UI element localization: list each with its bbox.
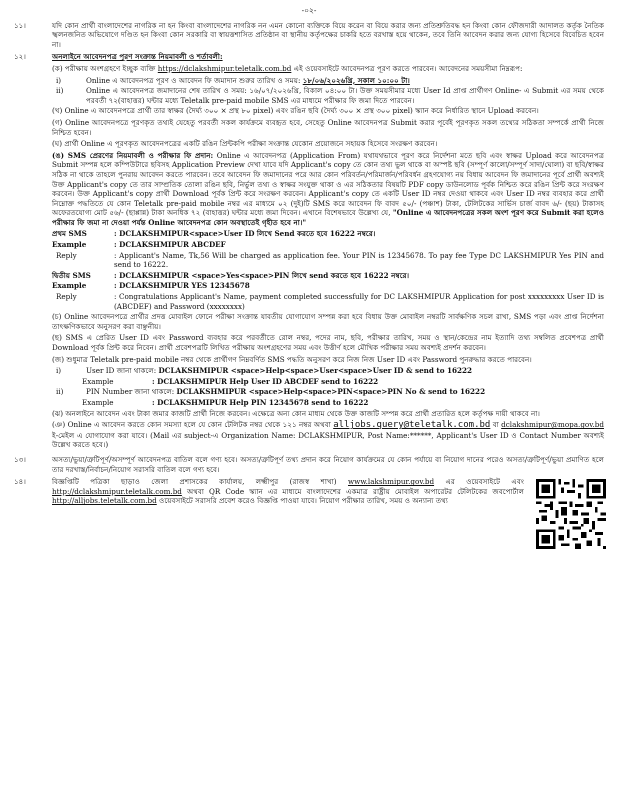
support-email-link[interactable]: alljobs.query@teletalk.com.bd	[333, 420, 491, 431]
clause-cha: (চ) Online আবেদনপত্রে প্রার্থীর প্রদত্ত মোবাইল ফোনে পরীক্ষা সংক্রান্ত যাবতীয় যোগাযোগ সম্পন্ন করা হবে বিধায় উক্ত মোবাইল নম্বরটি সার্বক্ষণিক সচল রাখা, SMS পড়া এবং প্রাপ্ত নির্দেশনা তাৎক্ষণিকভাবে অনুসরণ করা বাঞ্ছনীয়।	[52, 312, 604, 331]
section-12	[14, 52, 604, 452]
gov-website-link[interactable]: www.lakshmipur.gov.bd	[348, 477, 435, 487]
recover-pin-example: Example : DCLAKSHMIPUR Help PIN 12345678 send to 16222	[82, 397, 369, 407]
registration-link[interactable]: https://dclakshmipur.teletalk.com.bd	[157, 63, 292, 73]
clause-ja: (জ) শুধুমাত্র Teletalk pre-paid mobile নম্বর থেকে প্রার্থীগণ নিম্নবর্ণিত SMS পদ্ধতি অনুসরণ করে নিজ নিজ User ID এবং Password পুনরুদ্ধার করতে পারবেন।	[52, 354, 532, 364]
sms-example-2: Example : DCLAKSHMIPUR YES 12345678	[52, 281, 250, 291]
clause-kha: (খ) Online এ আবেদনপত্রে প্রার্থী তার স্বাক্ষর (দৈর্ঘ্য ৩০০ × প্রস্থ ৮০ pixel) এবং রঙিন ছবি (দৈর্ঘ্য ৩০০ × প্রস্থ ৩০০ pixel) স্ক্যান করে নির্ধারিত স্থানে Upload করবেন।	[52, 106, 539, 116]
section-number: ১১।	[14, 20, 26, 30]
clause-jha: (ঝ) অনলাইনে আবেদন এবং টাকা জমার কাজটি প্রার্থী নিজে করবেন। এক্ষেত্রে অন্য কোন মাধ্যম থেকে উক্ত কাজটি সম্পন্ন করে প্রার্থী প্রতারিত হলে কর্তৃপক্ষ দায়ী থাকবে না।	[52, 408, 540, 418]
section-11	[14, 21, 604, 50]
qr-code-icon[interactable]	[536, 479, 606, 549]
section-number: ১৪।	[14, 477, 26, 487]
recover-user-id: i) User ID জানা থাকলে: DCLAKSHMIPUR <space>Help<space>User<space>User ID & send to 16222	[56, 366, 473, 376]
teletalk-dc-link[interactable]: http://dclakshmipur.teletalk.com.bd	[52, 486, 182, 496]
section-14: ১৪। বিজ্ঞপ্তিটি পত্রিকা ছাড়াও জেলা প্রশাসকের কার্যালয়, লক্ষ্মীপুর (রাজস্ব শাখা) www.lakshmipur.gov.bd এর ওয়েবসাইটে এবং http://dclakshmipur.teletalk.com.bd অথবা QR Code স্ক্যান এর মাধ্যমে বাংলাদেশের একমাত্র রাষ্ট্রীয় মোবাইল অপারেটর টেলিটকের জবপোর্টাল http://alljobs.teletalk.com.bd ওয়েবসাইটে সরাসরি প্রবেশ করেও বিজ্ঞপ্তি পাওয়া যাবে। নিয়োগ পরীক্ষার তারিখ, সময় ও অন্যান্য তথ্য	[14, 477, 604, 506]
section-text: অসত্য/ভুয়া/ত্রুটিপূর্ণ/অসম্পূর্ণ আবেদনপত্র বাতিল বলে গণ্য হবে। অসত্য/ত্রুটিপূর্ণ তথ্য প্রদান করে নিয়োগ কার্যক্রমের যে কোন পর্যায়ে বা নিয়োগ দানের পরেও অসত্য/ত্রুটিপূর্ণ/ভুয়া প্রমাণিত হলে তার দরখাস্ত/নির্বাচন/নিয়োগ সরাসরি বাতিল বলে গণ্য হবে।	[52, 454, 604, 474]
alljobs-link[interactable]: http://alljobs.teletalk.com.bd	[52, 496, 157, 506]
recover-pin: ii) PIN Number জানা থাকলে: DCLAKSHMIPUR <space>Help<space>PIN<space>PIN No & send to 16222	[56, 387, 486, 397]
sms-reply-1: Reply : Applicant's Name, Tk,56 Will be charged as application fee. Your PIN is 12345678. To pay fee Type DC LAKSHMIPUR Yes PIN and send to 16222.	[56, 250, 604, 270]
sms-second: দ্বিতীয় SMS : DCLAKSHMIPUR <space>Yes<space>PIN লিখে send করতে হবে 16222 নম্বরে।	[52, 270, 410, 280]
clause-nga: (ঙ) SMS প্রেরণের নিয়মাবলী ও পরীক্ষার ফি প্রদান: Online এ আবেদনপত্র (Application From) যথাযথভাবে পূরণ করে নির্দেশনা মতে ছবি এবং স্বাক্ষর Upload করে আবেদনপত্র Submit সম্পন্ন হলে কম্পিউটারে ছবিসহ Application Preview দেখা যাবে যদি Applicant's copy তে কোন তথ্য ভুল থাকে বা অস্পষ্ট ছবি (সম্পূর্ণ কালো/সম্পূর্ণ সাদা/ঘোলা) বা ছবি/স্বাক্ষর সঠিক না থাকে তাহলে পুনরায় আবেদন করতে পারবেন। তবে আবেদন ফি জমাদানের পরে আর কোন পরিবর্তন/পরিমার্জন/পরিবর্ধন গ্রহণযোগ্য নয় বিধায় আবেদন ফি জমাদানের পূর্বে প্রার্থী অবশ্যই উক্ত Applicant's copy তে তার সাম্প্রতিক তোলা রঙিন ছবি, নির্ভুল তথ্য ও স্বাক্ষর সংযুক্ত থাকা ও এর সঠিকতার বিষয়টি PDF copy ডাউনলোড পূর্বক নিশ্চিত করে রঙিন প্রিন্ট করে সংরক্ষণ করবেন। উক্ত Applicant's copy প্রার্থী Download পূর্বক প্রিন্ট করে সংরক্ষণ করবেন। Applicant's copy তে একটি User ID নম্বর দেওয়া থাকবে এবং User ID নম্বর ব্যবহার করে প্রার্থী নিম্নোক্ত পদ্ধতিতে যে কোন Teletalk pre-paid mobile নম্বর এর মাধ্যমে ০২ (দুই)টি SMS করে আবেদন ফি বাবদ ৫০/- (পঞ্চাশ) টাকা, টেলিটকের সার্ভিস চার্জ বাবদ ৬/- (ছয়) টাকাসহ অফেরতযোগ্য মোট ৫৬/- (ছাপ্পান্ন) টাকা অনধিক ৭২ (বাহাত্তর) ঘন্টার মধ্যে জমা দিবেন। এখানে বিশেষভাবে উল্লেখ্য যে, "Online এ আবেদনপত্রের সকল অংশ পূরণ করে Submit করা হলেও পরীক্ষার ফি জমা না দেওয়া পর্যন্ত Online আবেদনপত্র কোন অবস্থাতেই গৃহীত হবে না।"	[52, 150, 604, 227]
sms-reply-2: Reply : Congratulations Applicant's Name, payment completed successfully for DC LAKSHMIPUR Application for post xxxxxxxxx User ID is (ABCDEF) and Password (xxxxxxxx)	[56, 292, 604, 311]
section-heading: অনলাইনে আবেদনপত্র পূরণ সংক্রান্ত নিয়মাবলী ও শর্তাবলী:	[52, 52, 223, 62]
section-number: ১২।	[14, 52, 26, 62]
sms-first: প্রথম SMS : DCLAKSHMIPUR<space>User ID লিখে Send করতে হবে 16222 নম্বরে।	[52, 229, 376, 239]
recover-user-id-example: Example : DCLAKSHMIPUR Help User ID ABCDEF send to 16222	[82, 376, 379, 386]
sms-example-1: Example : DCLAKSHMIPUR ABCDEF	[52, 240, 226, 250]
deadline-start: i) Online এ আবেদনপত্র পূরণ ও আবেদন ফি জমাদান শুরুর তারিখ ও সময়: ১৮/০৬/২০২৬খ্রি, সকাল ১০:০০ টা।	[56, 75, 410, 85]
deadline-end: ii) Online এ আবেদনপত্র জমাদানের শেষ তারিখ ও সময়: ১৬/০৭/২০২৬খ্রি, বিকাল ০৪:০০ টা। উক্ত সময়সীমার মধ্যে User Id প্রাপ্ত প্রার্থীগণ Online- এ Submit এর সময় থেকে পরবর্তী ৭২(বাহাত্তর) ঘন্টার মধ্যে Teletalk pre-paid mobile SMS এর মাধ্যমে পরীক্ষার ফি জমা দিতে পারবেন।	[56, 86, 604, 105]
section-text: যদি কোন প্রার্থী বাংলাদেশের নাগরিক না হন কিংবা বাংলাদেশের নাগরিক নন এমন কোনো ব্যক্তিকে বিয়ে করেন বা বিয়ে করার জন্য প্রতিশ্রুতিবদ্ধ হন কিংবা কোন ফৌজদারী আদালত কর্তৃক নৈতিক স্খলনজনিত অভিযোগে দণ্ডিত হন কিংবা কোন সরকারি বা স্বায়ত্তশাসিত প্রতিষ্ঠান বা স্থানীয় কর্তৃপক্ষের চাকরি হতে বরখাস্ত হয়ে থাকেন, তবে তিনি আবেদন করার জন্য যোগ্য হিসেবে বিবেচিত হবেন না।	[52, 20, 604, 49]
section-13	[14, 455, 604, 474]
section-number: ১৩।	[14, 454, 26, 464]
clause-nya: (ঞ) Online এ আবেদন করতে কোন সমস্যা হলে যে কোন টেলিটক নম্বর থেকে ১২১ নম্বর অথবা alljobs.query@teletalk.com.bd বা dclakshmipur@mopa.gov.bd ই-মেইল এ যোগাযোগ করা যাবে। (Mail এর subject-এ Organization Name: DCLAKSHMIPUR, Post Name:******, Applicant's User ID ও Contact Number অবশ্যই উল্লেখ করতে হবে।)	[52, 420, 604, 450]
clause-ka: (ক) পরীক্ষায় অংশগ্রহণে ইচ্ছুক ব্যক্তি https://dclakshmipur.teletalk.com.bd এই ওয়েবসাইটে আবেদনপত্র পূরণ করতে পারবেন। আবেদনের সময়সীমা নিম্নরূপ:	[52, 63, 523, 73]
dc-email-link[interactable]: dclakshmipur@mopa.gov.bd	[501, 420, 604, 430]
clause-chha: (ছ) SMS এ প্রেরিত User ID এবং Password ব্যবহার করে পরবর্তীতে রোল নম্বর, পদের নাম, ছবি, পরীক্ষার তারিখ, সময় ও স্থান/কেন্দ্রের নাম ইত্যাদি তথ্য সম্বলিত প্রবেশপত্র প্রার্থী Download পূর্বক প্রিন্ট করে নিবেন। প্রার্থী প্রবেশপত্রটি লিখিত পরীক্ষায় অংশগ্রহণের সময় এবং উত্তীর্ণ হলে মৌখিক পরীক্ষার সময় অবশ্যই প্রদর্শন করবেন।	[52, 333, 604, 352]
clause-ga: (গ) Online আবেদনপত্রে পূরণকৃত তথ্যই যেহেতু পরবর্তী সকল কার্যক্রমে ব্যবহৃত হবে, সেহেতু Online আবেদনপত্র Submit করার পূর্বেই পূরণকৃত সকল তথ্যের সঠিকতা সম্পর্কে প্রার্থী নিজে নিশ্চিত হবেন।	[52, 117, 604, 137]
page-number: -০২-	[301, 6, 317, 15]
clause-gha: (ঘ) প্রার্থী Online এ পূরণকৃত আবেদনপত্রের একটি রঙিন প্রিন্টকপি পরীক্ষা সংক্রান্ত যেকোন প্রয়োজনে সহায়ক হিসেবে সংরক্ষণ করবেন।	[52, 139, 438, 149]
